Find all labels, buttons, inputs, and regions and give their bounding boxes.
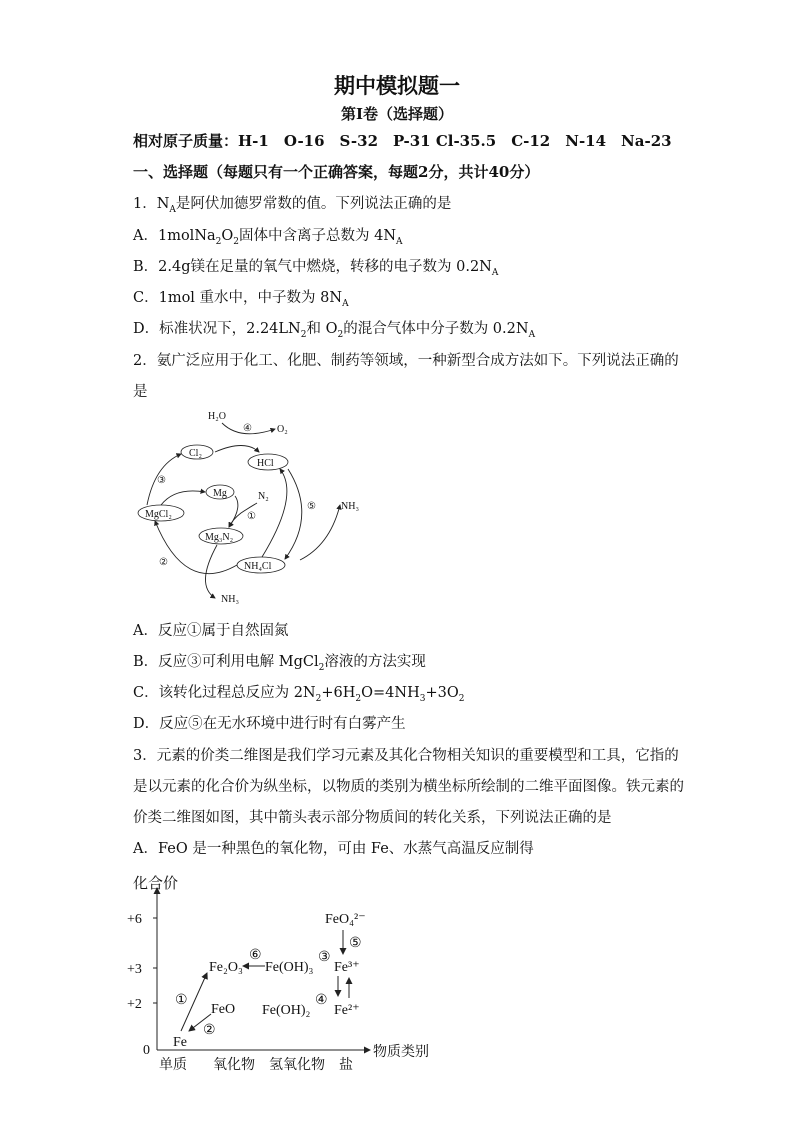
label-c2: ② — [203, 1023, 216, 1038]
iron-valence-chart — [125, 868, 445, 1078]
label-c5: ⑤ — [349, 936, 362, 951]
y-tick-plus3: +3 — [127, 962, 142, 977]
label-hcl: HCl — [257, 458, 274, 469]
label-c3: ③ — [318, 950, 331, 965]
x-cat-salt: 盐 — [339, 1058, 353, 1073]
y-tick-plus2: +2 — [127, 997, 142, 1012]
label-c1: ① — [175, 993, 188, 1008]
label-step1: ① — [247, 511, 256, 522]
arrow-nh4cl-hcl — [262, 469, 287, 557]
x-cat-hydroxide: 氢氧化物 — [269, 1058, 325, 1073]
atomic-masses: 相对原子质量：H-1 O-16 S-32 P-31 Cl-35.5 C-12 N-14 Na-23 — [133, 132, 672, 150]
q3-stem-line3: 价类二维图如图，其中箭头表示部分物质间的转化关系，下列说法正确的是 — [133, 810, 612, 826]
label-h2o: H₂O — [208, 411, 226, 422]
q3-option-a: A．FeO 是一种黑色的氧化物，可由 Fe、水蒸气高温反应制得 — [133, 841, 534, 857]
y-tick-zero: 0 — [143, 1043, 150, 1058]
label-step4: ④ — [243, 423, 252, 434]
page-subtitle: 第Ⅰ卷（选择题） — [340, 105, 454, 123]
label-c4: ④ — [315, 993, 328, 1008]
arrow-mgcl2-mg — [161, 491, 205, 505]
label-mg3n2: Mg₃N₂ — [205, 532, 234, 543]
page-title: 期中模拟题一 — [334, 73, 460, 98]
q3-stem-line1: 3．元素的价类二维图是我们学习元素及其化合物相关知识的重要模型和工具，它指的 — [133, 748, 679, 764]
q2-stem-line2: 是 — [133, 384, 148, 400]
label-o2: O₂ — [277, 424, 288, 435]
label-nh3-right: NH₃ — [341, 501, 359, 512]
section-heading: 一、选择题（每题只有一个正确答案，每题2分，共计40分） — [133, 163, 540, 181]
q2-option-d: D．反应⑤在无水环境中进行时有白雾产生 — [133, 716, 406, 732]
y-tick-plus6: +6 — [127, 912, 142, 927]
label-nh4cl: NH₄Cl — [244, 561, 272, 572]
arrow-hcl-nh4cl — [285, 469, 302, 559]
species-fe: Fe — [173, 1035, 187, 1050]
q2-option-b: B．反应③可利用电解 MgCl$_2$溶液的方法实现 — [133, 654, 426, 673]
species-feo: FeO — [211, 1002, 236, 1017]
q2-option-a: A．反应①属于自然固氮 — [133, 623, 289, 639]
species-feoh3: Fe(OH)₃ — [265, 960, 314, 975]
q1-option-b: B．2.4g镁在足量的氧气中燃烧，转移的电子数为 $0.2N_A$ — [133, 259, 499, 278]
q3-stem-line2: 是以元素的化合价为纵坐标，以物质的类别为横坐标所绘制的二维平面图像。铁元素的 — [133, 779, 684, 795]
species-feoh2: Fe(OH)₂ — [262, 1003, 311, 1018]
q1-option-a: A．$1molNa_2O_2$固体中含离子总数为 $4N_A$ — [133, 228, 403, 247]
q1-stem: 1．$N_A$是阿伏加德罗常数的值。下列说法正确的是 — [133, 196, 452, 215]
species-feo4: FeO₄²⁻ — [325, 912, 366, 927]
ammonia-cycle-diagram — [125, 405, 385, 610]
q2-option-c: C．该转化过程总反应为 $2N_2+6H_2O=4NH_3+3O_2$ — [133, 685, 465, 704]
label-mg: Mg — [213, 488, 227, 499]
species-fe2: Fe²⁺ — [334, 1003, 360, 1018]
label-cl2: Cl₂ — [189, 448, 202, 459]
species-fe3: Fe³⁺ — [334, 960, 360, 975]
species-fe2o3: Fe₂O₃ — [209, 960, 243, 975]
arrow-mg-mg3n2 — [229, 496, 238, 527]
x-axis-label: 物质类别 — [373, 1045, 429, 1060]
label-nh3-bottom: NH₃ — [221, 594, 239, 605]
arrow-cl2-hcl — [215, 446, 259, 453]
label-step2: ② — [159, 557, 168, 568]
y-axis-label: 化合价 — [133, 876, 179, 892]
label-mgcl2: MgCl₂ — [145, 509, 172, 520]
label-c6: ⑥ — [249, 948, 262, 963]
q1-option-d: D．标准状况下，$2.24LN_2$和 $O_2$的混合气体中分子数为 $0.2N_A$ — [133, 321, 536, 340]
label-step3: ③ — [157, 475, 166, 486]
arrow-nh4cl-nh3 — [300, 505, 340, 560]
label-n2: N₂ — [258, 491, 269, 502]
label-step5: ⑤ — [307, 501, 316, 512]
q2-stem-line1: 2．氨广泛应用于化工、化肥、制药等领域，一种新型合成方法如下。下列说法正确的 — [133, 353, 679, 369]
arrow-mg3n2-nh3 — [205, 545, 217, 598]
q1-option-c: C．1mol 重水中，中子数为 $8N_A$ — [133, 290, 349, 309]
x-cat-oxide: 氧化物 — [213, 1058, 255, 1073]
x-cat-element: 单质 — [159, 1058, 187, 1073]
